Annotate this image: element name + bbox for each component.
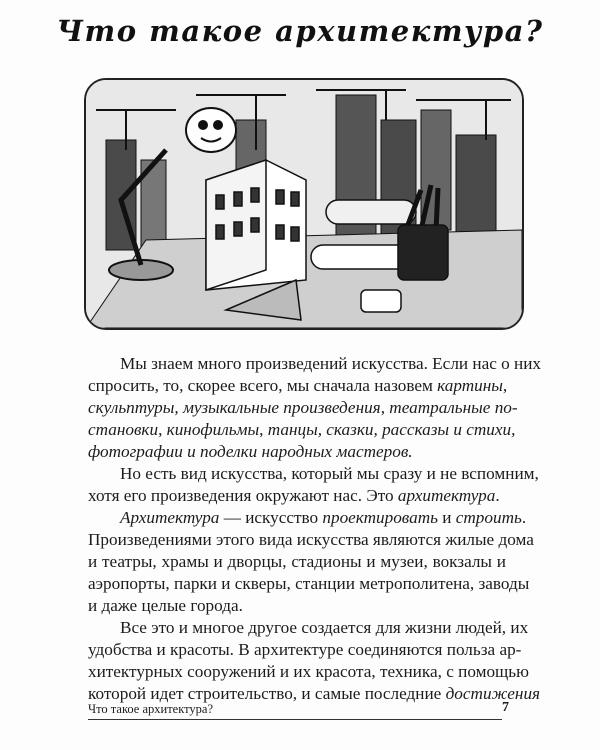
text-line <box>88 617 529 639</box>
text-segment: , <box>502 376 508 395</box>
italic-text: достижения <box>445 684 541 703</box>
text-segment: . <box>521 508 527 527</box>
text-line <box>88 375 506 397</box>
italic-text: картины <box>437 376 503 395</box>
italic-text: театральные по- <box>389 398 518 417</box>
text-segment: Произведениями этого вида искусства являются жилые дома <box>88 530 534 549</box>
text-segment: Мы знаем много произведений искусства. Если нас о них <box>120 354 542 373</box>
text-line <box>88 661 529 683</box>
text-segment: — искусство <box>219 508 323 527</box>
italic-text: строить <box>455 508 522 527</box>
italic-text: фотографии и поделки народных мастеров. <box>88 442 413 461</box>
italic-text: проектировать <box>322 508 438 527</box>
text-segment: . <box>495 486 500 505</box>
italic-text: скульптуры, музыкальные произведения <box>88 398 381 417</box>
text-line <box>88 397 518 419</box>
text-line <box>88 507 527 529</box>
text-line <box>88 353 542 375</box>
page-title: Что такое архитектура? <box>56 14 544 48</box>
text-line <box>88 551 506 573</box>
text-line <box>88 441 506 463</box>
text-segment: удобства и красоты. В архитектуре соединяются польза ар- <box>88 640 522 659</box>
text-segment: и театры, храмы и дворцы, стадионы и музеи, вокзалы и <box>88 552 506 571</box>
text-segment: Все это и многое другое создается для жизни людей, их <box>120 618 529 637</box>
page-number: 7 <box>502 700 509 715</box>
text-segment: , <box>259 420 268 439</box>
text-line <box>88 463 539 485</box>
text-segment: и <box>437 508 456 527</box>
text-line <box>88 595 506 617</box>
italic-text: кинофильмы <box>166 420 260 439</box>
text-line <box>88 485 506 507</box>
text-line <box>88 529 534 551</box>
text-segment: и даже целые города. <box>88 596 243 615</box>
illustration-architecture <box>84 78 524 330</box>
body-text <box>88 353 542 705</box>
text-segment: хитектурных сооружений и их красота, техника, с помощью <box>88 662 529 681</box>
text-line <box>88 639 522 661</box>
text-segment: хотя его произведения окружают нас. Это <box>88 486 398 505</box>
text-line <box>88 573 530 595</box>
text-line <box>88 419 516 441</box>
text-segment: Но есть вид искусства, который мы сразу и не вспомним, <box>120 464 539 483</box>
text-segment: , <box>158 420 167 439</box>
italic-text: архитектура <box>397 486 496 505</box>
italic-text: танцы, сказки, рассказы и стихи, <box>267 420 516 439</box>
text-segment: спросить, то, скорее всего, мы сначала назовем <box>88 376 438 395</box>
text-segment: аэропорты, парки и скверы, станции метрополитена, заводы <box>88 574 530 593</box>
italic-text: Архитектура <box>120 508 220 527</box>
text-segment: которой идет строительство, и самые последние <box>88 684 446 703</box>
city-drawing-image <box>86 80 522 328</box>
italic-text: становки <box>88 420 159 439</box>
text-segment: , <box>380 398 390 417</box>
running-footer-title: Что такое архитектура? <box>88 702 502 720</box>
